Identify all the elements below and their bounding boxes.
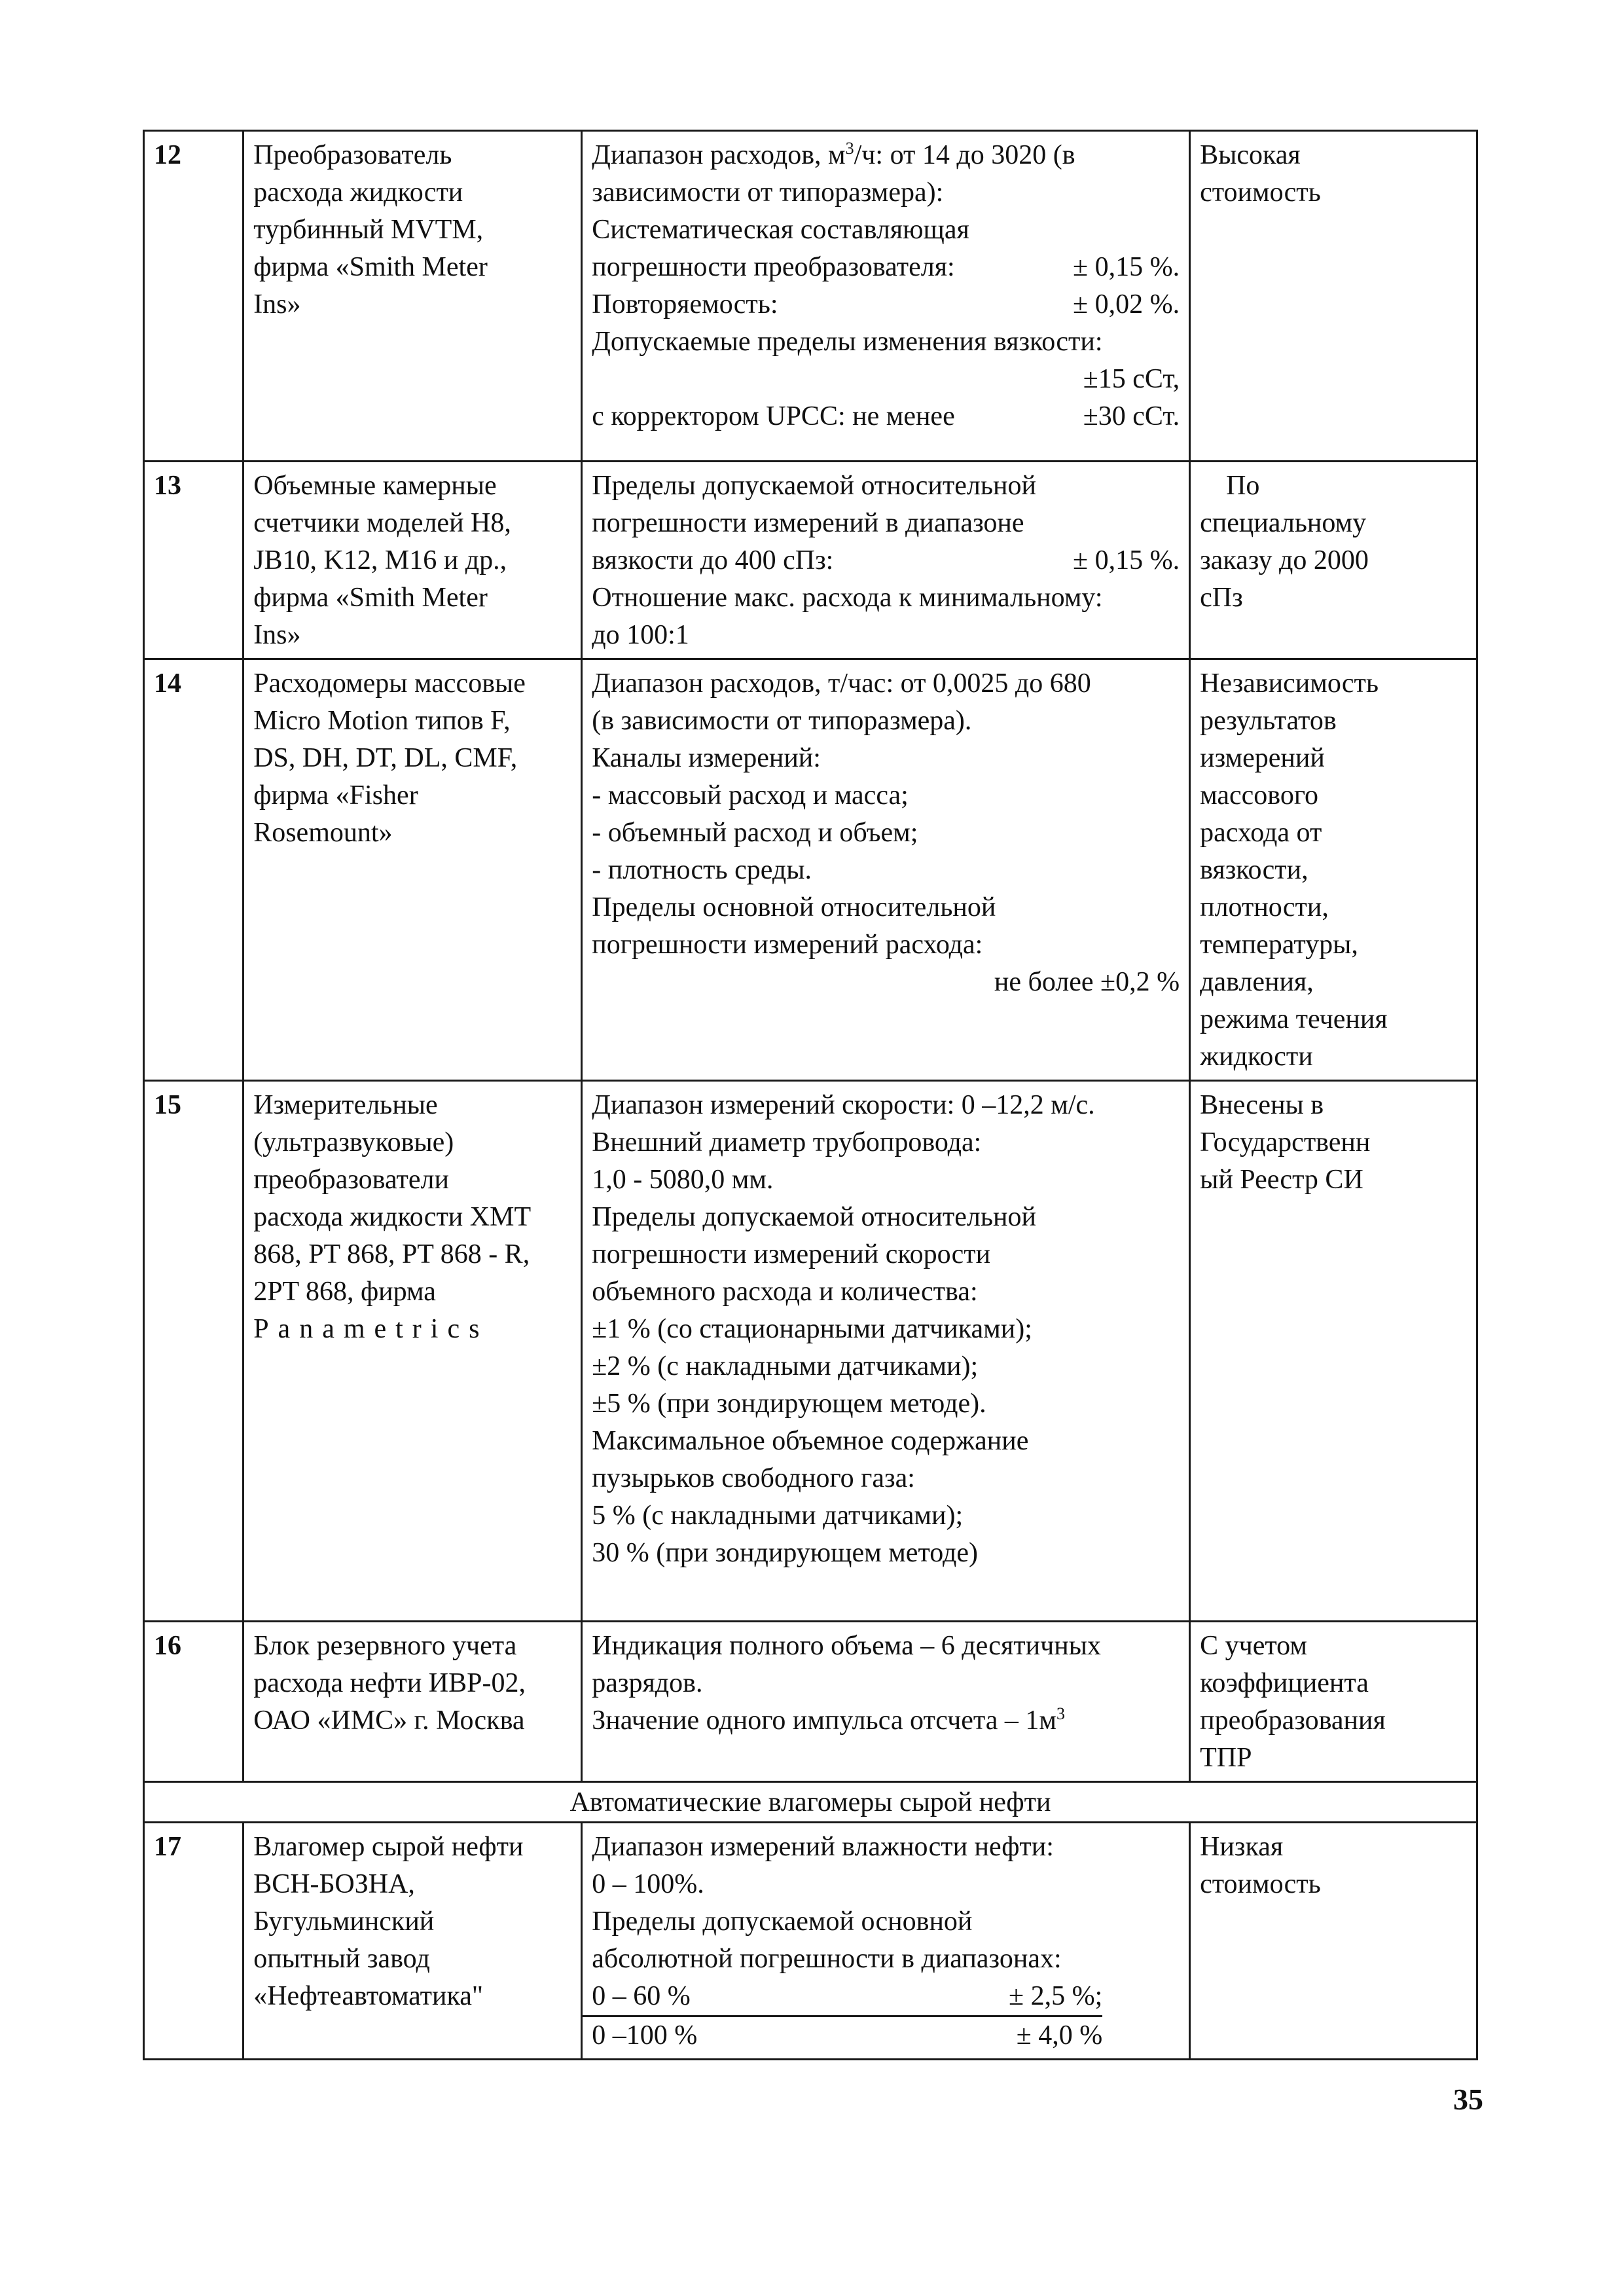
name-line: расхода жидкости (253, 177, 463, 208)
spec-line: с корректором UPCC: не менее ±30 сСт. (592, 401, 1180, 431)
device-specs (582, 131, 1190, 462)
spec-line: Систематическая составляющая (592, 215, 969, 245)
device-specs: Диапазон расходов, т/час: от 0,0025 до 680 (в зависимости от типоразмера). Каналы измерений: - массовый расход и масса; - объемный расход и объем; - плотность среды. Пределы основной относительной погрешности измерений расхода: не более ±0,2 % (582, 659, 1190, 1081)
device-specs: Пределы допускаемой относительной погрешности измерений в диапазоне вязкости до 400 сПз: ± 0,15 %. Отношение макс. расхода к минимальному: до 100:1 (582, 462, 1190, 659)
device-specs: Диапазон измерений скорости: 0 –12,2 м/с. Внешний диаметр трубопровода: 1,0 - 5080,0 мм. Пределы допускаемой относительной погрешности измерений скорости объемного расхода и количества: ±1 % (со стационарными датчиками); ±2 % (с накладными датчиками); ±5 % (при зондирующем методе). Максимальное объемное содержание пузырьков свободного газа: 5 % (с накладными датчиками); 30 % (при зондирующем методе) (582, 1081, 1190, 1622)
spec-line: зависимости от типоразмера): (592, 177, 944, 208)
section-title: Автоматические влагомеры сырой нефти (144, 1782, 1477, 1823)
table-row (144, 1823, 1477, 2060)
table-row (144, 659, 1477, 1081)
row-number: 15 (144, 1081, 244, 1622)
device-note: Внесены в Государственн ый Реестр СИ (1190, 1081, 1477, 1622)
name-line: Ins» (253, 289, 301, 319)
device-note: С учетом коэффициента преобразования ТПР (1190, 1622, 1477, 1782)
name-line: фирма «Smith Meter (253, 252, 488, 282)
device-note: Низкая стоимость (1190, 1823, 1477, 2060)
name-line: турбинный MVTM, (253, 215, 484, 245)
row-number: 12 (144, 131, 244, 462)
device-name: Измерительные (ультразвуковые) преобразователи расхода жидкости XMT 868, PT 868, PT 868 - R, 2PT 868, фирма Panametrics (244, 1081, 582, 1622)
device-name: Блок резервного учета расхода нефти ИВР-02, ОАО «ИМС» г. Москва (244, 1622, 582, 1782)
device-name: Объемные камерные счетчики моделей H8, JB10, K12, M16 и др., фирма «Smith Meter Ins» (244, 462, 582, 659)
section-row (144, 1782, 1477, 1823)
page-number: 35 (1453, 2083, 1483, 2116)
device-name (244, 131, 582, 462)
row-number: 14 (144, 659, 244, 1081)
device-specs: Диапазон измерений влажности нефти: 0 – 100%. Пределы допускаемой основной абсолютной погрешности в диапазонах: 0 – 60 % ± 2,5 %; 0 –100 % ± 4,0 % (582, 1823, 1190, 2060)
table-row (144, 1081, 1477, 1622)
equipment-table (143, 130, 1478, 2060)
device-name: Расходомеры массовые Micro Motion типов F, DS, DH, DT, DL, CMF, фирма «Fisher Rosemount» (244, 659, 582, 1081)
row-number: 16 (144, 1622, 244, 1782)
spec-line: ±15 сСт, (1083, 364, 1180, 394)
spec-line: Диапазон расходов, $м^3/ч$: от 14 до 3020 (в (592, 139, 1075, 170)
device-note: По специальному заказу до 2000 сПз (1190, 462, 1477, 659)
device-name: Влагомер сырой нефти ВСН-БОЗНА, Бугульминский опытный завод «Нефтеавтоматика" (244, 1823, 582, 2060)
table-row (144, 462, 1477, 659)
table-row (144, 1622, 1477, 1782)
spec-line: Повторяемость: ± 0,02 %. (592, 289, 1180, 319)
name-line: Преобразователь (253, 140, 452, 170)
spec-line: погрешности преобразователя: ± 0,15 %. (592, 252, 1180, 282)
row-number: 17 (144, 1823, 244, 2060)
device-note: Высокая стоимость (1190, 131, 1477, 462)
device-note: Независимость результатов измерений массового расхода от вязкости, плотности, температуры, давления, режима течения жидкости (1190, 659, 1477, 1081)
table-row (144, 131, 1477, 462)
row-number: 13 (144, 462, 244, 659)
spec-line: Допускаемые пределы изменения вязкости: (592, 327, 1103, 357)
device-specs: Индикация полного объема – 6 десятичных разрядов. Значение одного импульса отсчета – $1м^3$ (582, 1622, 1190, 1782)
